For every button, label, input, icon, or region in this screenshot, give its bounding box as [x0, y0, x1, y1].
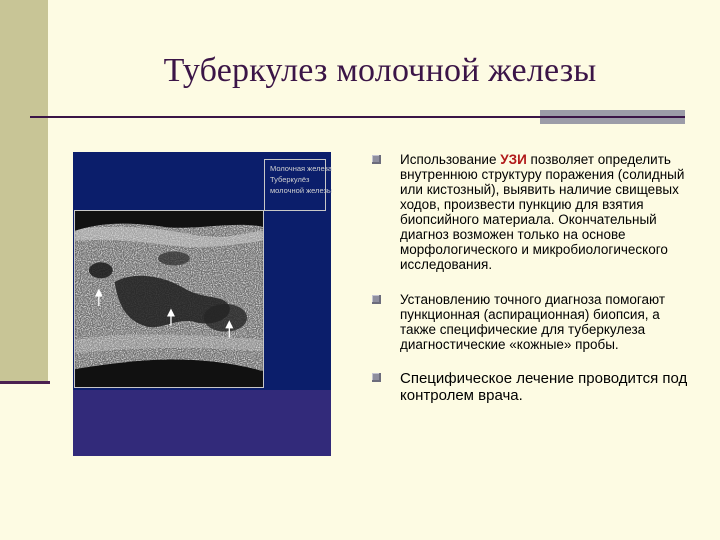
bullet-list	[370, 152, 690, 404]
bullet-text: Установлению точного диагноза помогают пункционная (аспирационная) биопсия, а также специфические для туберкулеза диагностические «кожные» пробы.	[400, 292, 666, 352]
bullet-item	[370, 370, 690, 404]
image-caption-line: Молочная железа	[270, 164, 333, 173]
bullet-highlight: УЗИ	[500, 152, 527, 167]
image-caption-line: Туберкулёз	[270, 175, 310, 184]
image-caption	[264, 159, 333, 211]
left-decor-line	[0, 381, 50, 384]
bullet-text-prefix: Использование	[400, 152, 501, 167]
bullet-text: Специфическое лечение проводится под контролем врача.	[400, 370, 688, 404]
image-footer-band	[73, 390, 331, 456]
bullet-square-icon	[372, 373, 381, 382]
ultrasound-image	[74, 210, 264, 388]
bullet-text-suffix: позволяет определить внутреннюю структуру поражения (солидный или кистозный), выявить наличие свищевых ходов, произвести пункцию для взятия биопсийного материала. Окончательный диагноз возможен только на основе морфологического и микробиологического исследования.	[400, 152, 685, 272]
bullet-item	[370, 152, 690, 272]
slide-title: Туберкулез молочной железы	[163, 52, 597, 89]
title-underline	[30, 116, 685, 118]
image-caption-line: молочной железы	[270, 186, 333, 195]
bullet-square-icon	[372, 155, 381, 164]
ultrasound-figure	[73, 152, 331, 456]
bullet-square-icon	[372, 295, 381, 304]
bullet-item	[370, 292, 690, 352]
